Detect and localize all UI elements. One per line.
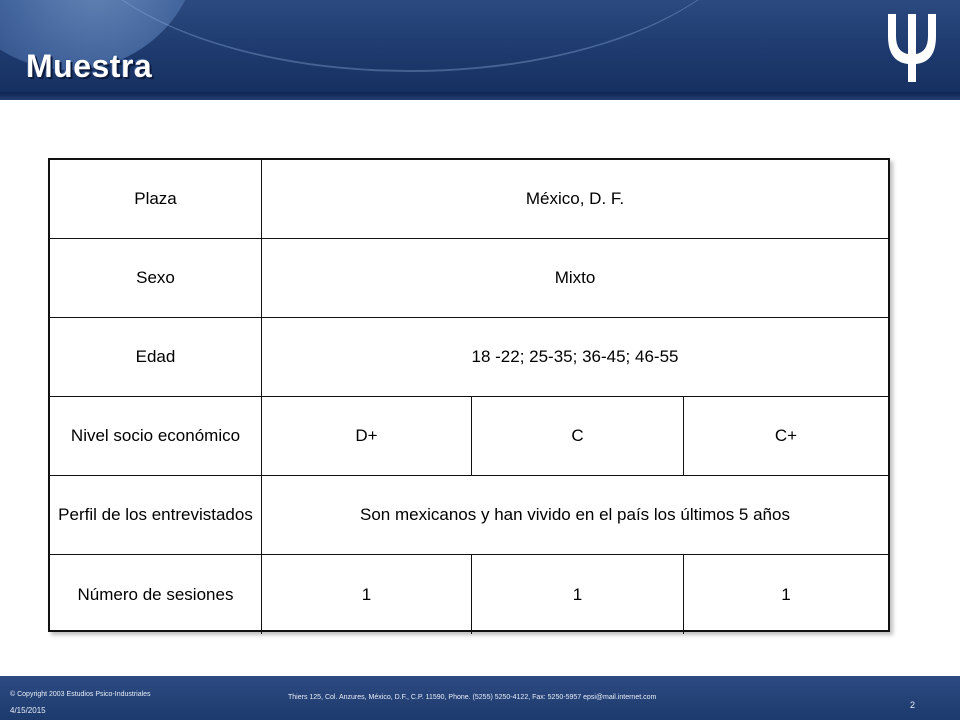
table-row-nivel — [50, 397, 888, 476]
row-value: Mixto — [554, 268, 596, 287]
page-number: 2 — [910, 700, 916, 710]
row-value-b: C — [472, 397, 684, 475]
table-row-plaza — [50, 160, 888, 239]
table-row-sexo — [50, 239, 888, 318]
row-value-c: 1 — [781, 584, 791, 604]
date-text: 4/15/2015 — [10, 706, 46, 715]
row-label: Nivel socio económico — [50, 397, 262, 475]
table-row-sesiones — [50, 555, 888, 634]
address-text: Thiers 125, Col. Anzures, México, D.F., C.P. 11590, Phone. (5255) 5250-4122, Fax: 5250-5957 epsi@mail.internet.com — [288, 694, 657, 701]
row-label: Edad — [50, 318, 262, 396]
row-label: Número de sesiones — [50, 555, 262, 634]
psi-logo-icon — [882, 6, 942, 86]
row-label: Perfil de los entrevistados — [50, 476, 262, 554]
slide-footer — [0, 676, 960, 720]
row-value-b: 1 — [472, 555, 684, 634]
slide-title: Muestra — [26, 48, 153, 84]
table-row-perfil — [50, 476, 888, 555]
row-label: Plaza — [50, 160, 262, 238]
table-row-edad — [50, 318, 888, 397]
row-label: Sexo — [50, 239, 262, 317]
slide-header — [0, 0, 960, 92]
row-value: Son mexicanos y han vivido en el país los últimos 5 años — [360, 505, 790, 524]
row-value-a: D+ — [262, 397, 472, 475]
sample-table — [48, 158, 890, 632]
row-value-a: 1 — [262, 555, 472, 634]
copyright-text: © Copyright 2003 Estudios Psico-Industriales — [10, 691, 151, 698]
row-value-c: C+ — [774, 426, 798, 445]
header-stripe — [0, 92, 960, 100]
row-value: 18 -22; 25-35; 36-45; 46-55 — [471, 347, 679, 366]
row-value: México, D. F. — [525, 189, 625, 208]
globe-arc-graphic — [60, 0, 760, 72]
